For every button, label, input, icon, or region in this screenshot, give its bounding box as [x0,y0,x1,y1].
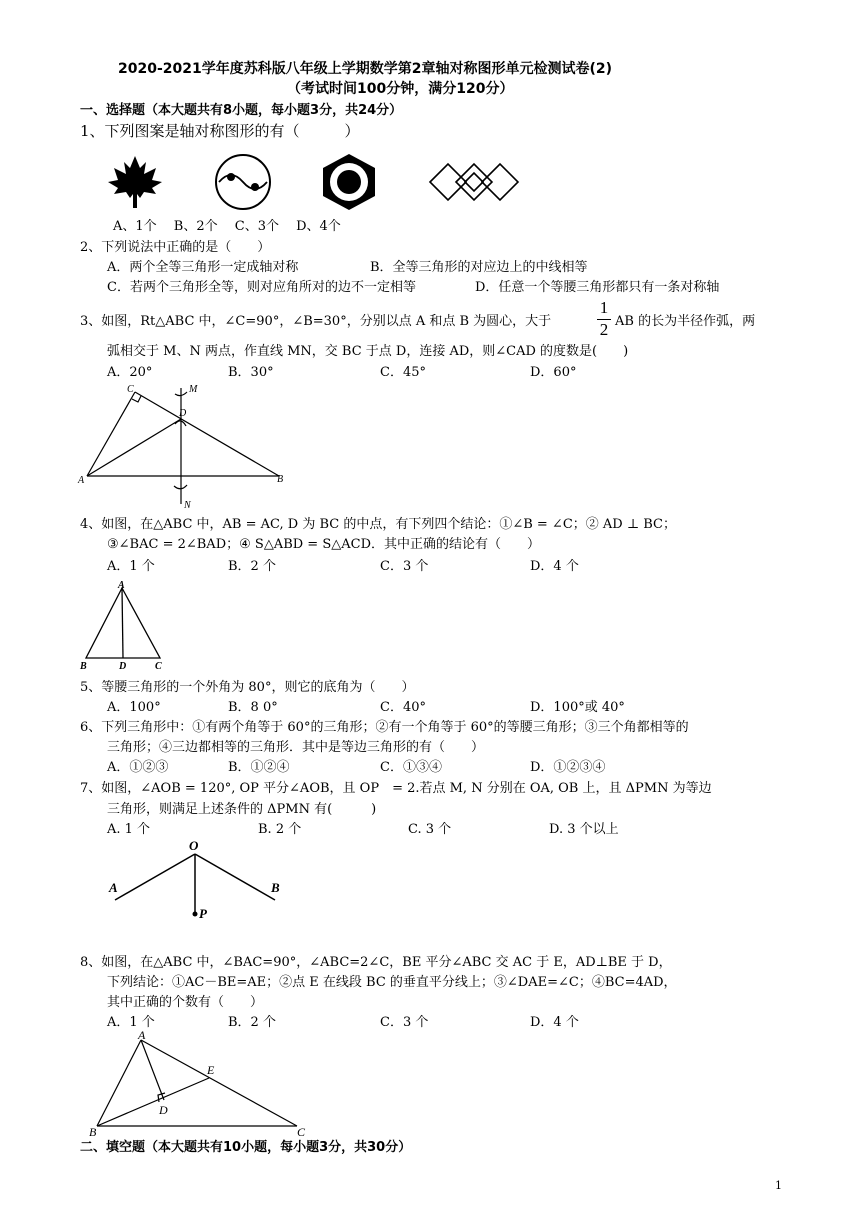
section-heading-fill: 二、填空题（本大题共有10小题，每小题3分，共30分） [80,1140,412,1155]
q7-option-b: B. 2 个 [258,822,302,837]
q8-option-d: D．4 个 [530,1015,579,1030]
q7-label-a: A [109,880,118,895]
q3-option-a: A．20° [107,365,153,380]
q2-option-c: C．若两个三角形全等，则对应角所对的边不一定相等 [107,280,416,295]
q6-option-a: A．①②③ [107,760,169,775]
q3-line1: 3、如图，Rt△ABC 中，∠C=90°，∠B=30°，分别以点 A 和点 B 为圆心，大于 [80,314,552,329]
q7-figure [105,836,295,936]
q4-option-a: A．1 个 [107,559,155,574]
q3-label-c: C [127,384,134,395]
q3-label-n: N [184,500,191,511]
q3-line2: 弧相交于 M、N 两点，作直线 MN，交 BC 于点 D，连接 AD，则∠CAD 的度数是( ) [107,344,629,359]
q8-option-c: C．3 个 [380,1015,429,1030]
q3-option-d: D．60° [530,365,577,380]
q1-figures [100,150,540,220]
hexagon-figure [323,154,375,210]
q3-option-c: C．45° [380,365,426,380]
q5-stem: 5、等腰三角形的一个外角为 80°，则它的底角为（ ） [80,680,415,695]
q3-label-d: D [179,408,187,419]
q6-option-d: D．①②③④ [530,760,606,775]
section-heading-choice: 一、选择题（本大题共有8小题，每小题3分，共24分） [80,103,403,118]
q4-option-d: D．4 个 [530,559,579,574]
q2-option-d: D．任意一个等腰三角形都只有一条对称轴 [475,280,720,295]
q4-line1: 4、如图，在△ABC 中，AB = AC, D 为 BC 的中点，有下列四个结论：①∠B = ∠C；② AD ⊥ BC； [80,517,676,532]
q8-option-a: A．1 个 [107,1015,155,1030]
q3-fraction-numerator: 1 [599,298,609,317]
q3-label-a: A [78,475,85,486]
q4-option-c: C．3 个 [380,559,429,574]
q5-option-c: C．40° [380,700,426,715]
q8-label-e: E [207,1063,215,1077]
q7-label-p: P [199,906,207,921]
q4-line2: ③∠BAC = 2∠BAD；④ S△ABD = S△ACD．其中正确的结论有（ ） [107,537,540,552]
q8-option-b: B．2 个 [228,1015,276,1030]
q3-fraction-denominator: 2 [599,320,609,339]
q5-option-b: B．8 0° [228,700,278,715]
q8-line2: 下列结论：①AC－BE=AE；②点 E 在线段 BC 的垂直平分线上；③∠DAE=∠C；④BC=4AD， [107,975,677,990]
q2-option-a: A．两个全等三角形一定成轴对称 [107,260,299,275]
q7-label-b: B [271,880,280,895]
q8-label-b: B [89,1125,97,1139]
exam-subtitle: （考试时间100分钟，满分120分） [287,81,514,97]
q2-stem: 2、下列说法中正确的是（ ） [80,240,271,255]
q7-line2: 三角形，则满足上述条件的 ΔPMN 有( ) [107,802,377,817]
q6-line2: 三角形；④三边都相等的三角形．其中是等边三角形的有（ ） [107,740,485,755]
q7-label-o: O [189,838,199,853]
q4-option-b: B．2 个 [228,559,276,574]
q4-label-a: A [118,580,125,591]
q7-option-c: C. 3 个 [408,822,452,837]
q3-option-b: B．30° [228,365,274,380]
q7-option-a: A. 1 个 [107,822,151,837]
q5-option-a: A．100° [107,700,161,715]
q8-figure [85,1030,315,1138]
q4-label-d: D [119,661,127,672]
q7-line1: 7、如图，∠AOB = 120°, OP 平分∠AOB，且 OP = 2.若点 M, N 分别在 OA, OB 上，且 ΔPMN 为等边 [80,781,712,796]
yin-yang-figure [216,155,270,209]
q3-label-m: M [189,384,198,395]
q3-figure [75,380,295,512]
knot-figure [430,164,518,200]
q3-label-b: B [277,474,284,485]
q8-label-c: C [297,1125,306,1139]
exam-title: 2020-2021学年度苏科版八年级上学期数学第2章轴对称图形单元检测试卷(2) [118,61,613,77]
q1-stem: 1、下列图案是轴对称图形的有（ ） [80,122,360,140]
maple-leaf-figure [108,156,162,208]
q6-line1: 6、下列三角形中：①有两个角等于 60°的三角形；②有一个角等于 60°的等腰三角形；③三个角都相等的 [80,720,689,735]
q8-label-d: D [159,1103,168,1117]
q5-option-d: D．100°或 40° [530,700,625,715]
q3-line1-cont: AB 的长为半径作弧，两 [615,314,756,329]
q6-option-c: C．①③④ [380,760,442,775]
q8-label-a: A [138,1028,146,1042]
q7-option-d: D. 3 个以上 [549,822,619,837]
q8-line3: 其中正确的个数有（ ） [107,995,264,1010]
q6-option-b: B．①②④ [228,760,290,775]
q8-line1: 8、如图，在△ABC 中，∠BAC=90°，∠ABC=2∠C，BE 平分∠ABC 交 AC 于 E，AD⊥BE 于 D， [80,955,672,970]
q2-option-b: B．全等三角形的对应边上的中线相等 [370,260,588,275]
page-number: 1 [775,1179,782,1192]
q4-figure [76,578,176,673]
q4-label-b: B [80,661,87,672]
q1-options: A、1个 B、2个 C、3个 D、4个 [113,219,341,234]
q4-label-c: C [155,661,162,672]
